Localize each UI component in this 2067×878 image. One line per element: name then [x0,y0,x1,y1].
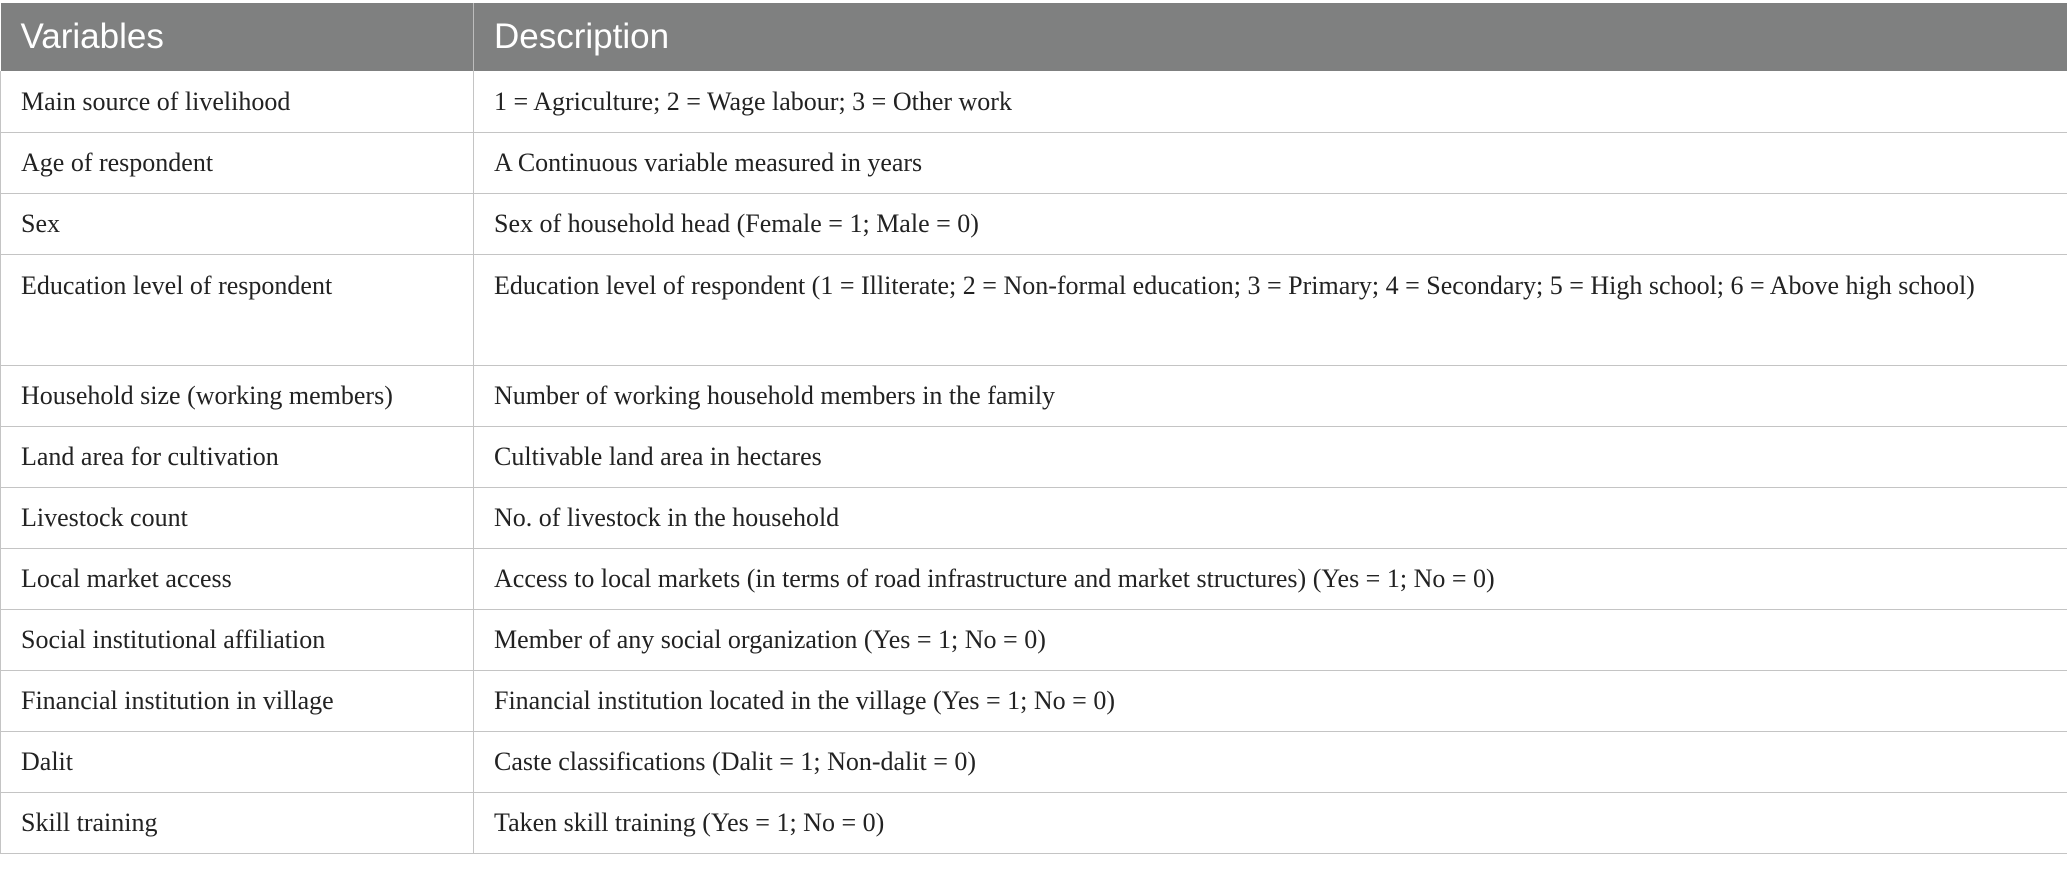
table-row [1,254,2067,365]
variables-table [0,3,2067,854]
header-row [1,3,2067,71]
description-cell: Financial institution located in the village (Yes = 1; No = 0) [474,670,2067,731]
table-header [1,3,2067,71]
description-cell: Member of any social organization (Yes = 1; No = 0) [474,609,2067,670]
table-row [1,71,2067,132]
variable-cell: Dalit [1,731,474,792]
variable-cell: Land area for cultivation [1,426,474,487]
variable-cell: Education level of respondent [1,254,474,365]
table-row [1,731,2067,792]
description-cell: Caste classifications (Dalit = 1; Non-dalit = 0) [474,731,2067,792]
description-cell: Cultivable land area in hectares [474,426,2067,487]
table-body [1,71,2067,853]
description-cell: A Continuous variable measured in years [474,132,2067,193]
variable-cell: Skill training [1,792,474,853]
variable-cell: Livestock count [1,487,474,548]
variable-cell: Main source of livelihood [1,71,474,132]
description-cell: Number of working household members in the family [474,365,2067,426]
table-row [1,365,2067,426]
variable-cell: Age of respondent [1,132,474,193]
table-row [1,132,2067,193]
variables-table-container [0,3,2067,854]
variable-cell: Social institutional affiliation [1,609,474,670]
header-description: Description [474,3,2067,71]
description-cell: 1 = Agriculture; 2 = Wage labour; 3 = Other work [474,71,2067,132]
table-row [1,487,2067,548]
variable-cell: Financial institution in village [1,670,474,731]
description-cell: Education level of respondent (1 = Illiterate; 2 = Non-formal education; 3 = Primary; 4 = Secondary; 5 = High school; 6 = Above high school) [474,254,2067,365]
description-cell: No. of livestock in the household [474,487,2067,548]
table-row [1,792,2067,853]
description-cell: Sex of household head (Female = 1; Male = 0) [474,193,2067,254]
variable-cell: Household size (working members) [1,365,474,426]
table-row [1,670,2067,731]
description-cell: Access to local markets (in terms of road infrastructure and market structures) (Yes = 1; No = 0) [474,548,2067,609]
table-row [1,426,2067,487]
header-variables: Variables [1,3,474,71]
variable-cell: Sex [1,193,474,254]
table-row [1,609,2067,670]
table-row [1,548,2067,609]
table-row [1,193,2067,254]
description-cell: Taken skill training (Yes = 1; No = 0) [474,792,2067,853]
variable-cell: Local market access [1,548,474,609]
